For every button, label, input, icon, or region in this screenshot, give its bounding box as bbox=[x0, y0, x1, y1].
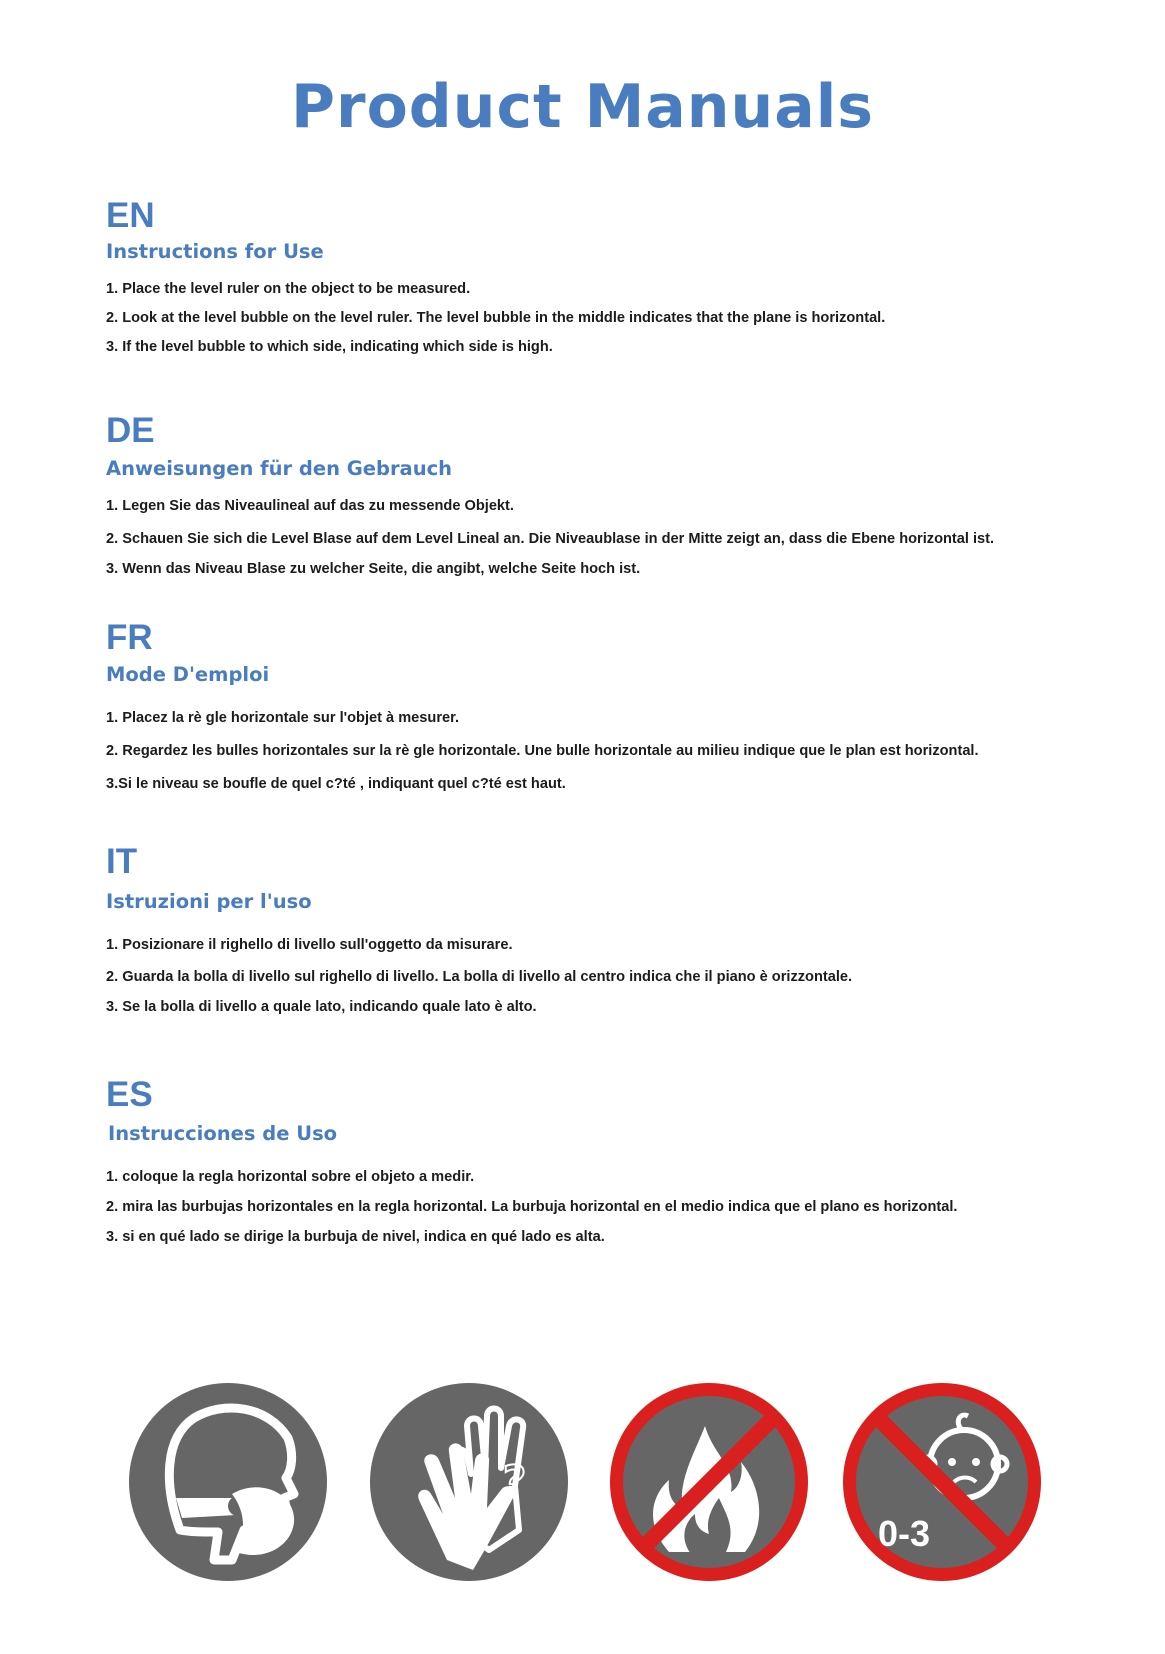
step-item: 2. Schauen Sie sich die Level Blase auf dem Level Lineal an. Die Niveaublase in der Mitte zeigt an, dass die Ebene horizontal ist. bbox=[106, 531, 995, 547]
section-heading: Instructions for Use bbox=[106, 240, 324, 263]
safety-icons bbox=[0, 1382, 1165, 1582]
step-list bbox=[106, 1167, 1086, 1247]
language-code: EN bbox=[106, 196, 155, 235]
section-heading: Instrucciones de Uso bbox=[108, 1122, 338, 1145]
step-list bbox=[106, 279, 1086, 357]
section-de bbox=[106, 411, 1086, 579]
no-open-flame-icon bbox=[609, 1382, 809, 1582]
step-item: 3. Se la bolla di livello a quale lato, indicando quale lato è alto. bbox=[106, 999, 537, 1015]
language-code: ES bbox=[106, 1075, 153, 1114]
step-item: 3.Si le niveau se boufle de quel c?té , indiquant quel c?té est haut. bbox=[106, 776, 566, 792]
step-item: 2. Regardez les bulles horizontales sur la rè gle horizontale. Une bulle horizontale au milieu indique que le plan est horizontal. bbox=[106, 743, 979, 759]
protective-gloves-icon bbox=[369, 1382, 569, 1582]
step-item: 2. Guarda la bolla di livello sul righello di livello. La bolla di livello al centro indica che il piano è orizzontale. bbox=[106, 969, 853, 985]
section-en bbox=[106, 196, 1086, 357]
section-heading: Istruzioni per l'uso bbox=[106, 890, 312, 913]
step-item: 1. Posizionare il righello di livello sull'oggetto da misurare. bbox=[106, 937, 513, 953]
language-code: DE bbox=[106, 411, 155, 450]
step-item: 1. coloque la regla horizontal sobre el objeto a medir. bbox=[106, 1169, 475, 1185]
section-heading: Mode D'emploi bbox=[106, 663, 270, 686]
step-list bbox=[106, 935, 1086, 1017]
age-range-label: 0-3 bbox=[878, 1513, 931, 1554]
section-heading: Anweisungen für den Gebrauch bbox=[106, 457, 453, 480]
language-code: FR bbox=[106, 618, 153, 657]
step-list bbox=[106, 708, 1086, 794]
section-fr bbox=[106, 618, 1086, 794]
not-for-children-icon bbox=[842, 1382, 1042, 1582]
step-item: 2. mira las burbujas horizontales en la regla horizontal. La burbuja horizontal en el medio indica que el plano es horizontal. bbox=[106, 1199, 958, 1215]
language-code: IT bbox=[106, 842, 138, 881]
step-item: 3. If the level bubble to which side, indicating which side is high. bbox=[106, 339, 553, 355]
page-title: Product Manuals bbox=[291, 72, 874, 142]
section-it bbox=[106, 842, 1086, 1017]
step-item: 2. Look at the level bubble on the level ruler. The level bubble in the middle indicates that the plane is horizontal. bbox=[106, 310, 886, 326]
step-item: 3. si en qué lado se dirige la burbuja de nivel, indica en qué lado es alta. bbox=[106, 1229, 605, 1245]
step-item: 1. Place the level ruler on the object to be measured. bbox=[106, 281, 471, 297]
step-item: 1. Legen Sie das Niveaulineal auf das zu messende Objekt. bbox=[106, 498, 514, 514]
step-list bbox=[106, 496, 1086, 579]
respirator-mask-icon bbox=[128, 1382, 328, 1582]
step-item: 3. Wenn das Niveau Blase zu welcher Seite, die angibt, welche Seite hoch ist. bbox=[106, 561, 641, 577]
section-es bbox=[106, 1075, 1086, 1247]
step-item: 1. Placez la rè gle horizontale sur l'objet à mesurer. bbox=[106, 710, 460, 726]
svg-text:?: ? bbox=[503, 1458, 527, 1504]
